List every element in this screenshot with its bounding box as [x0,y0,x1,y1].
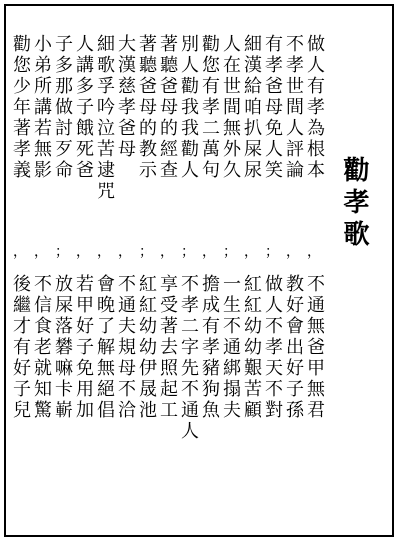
poem-line-top: 有孝爸母免人笑 [262,34,283,181]
poem-line-top: 著聽爸母的教示 [136,34,157,181]
poem-line-separator: ， [160,244,174,260]
poem-line-separator: ， [286,244,300,260]
poem-line-top: 別人勸我我勸人 [178,34,199,181]
poem-line-separator: ； [223,244,237,260]
poem-line-bottom: 會晚了解無絕倡 [94,274,115,421]
poem-line-top: 大漢慈孝爸母 [115,34,136,160]
poem-line-top: 子多那做討歹命 [52,34,73,181]
poem-line-bottom: 不孝二字先不通人 [178,274,199,442]
poem-line-separator: ， [118,244,132,260]
poem-line-top: 做人有孝為根本 [304,34,325,181]
poem-line-top: 細漢給咱扒屎尿 [241,34,262,181]
poem-line-top: 勸您有孝二萬句 [199,34,220,181]
poem-line-bottom: 擔成有孝豬狗魚 [199,274,220,421]
poem-line-separator: ， [202,244,216,260]
poem-line-separator: ， [13,244,27,260]
poem-title: 勸孝歌 [339,156,369,252]
poem-line-bottom: 不信食老就知驚 [31,274,52,421]
poem-line-separator: ； [181,244,195,260]
poem-line-bottom: 教好會出好子孫 [283,274,304,421]
poem-line-top: 細歌孚吟泣苦逮咒 [94,34,115,202]
poem-line-separator: ； [139,244,153,260]
poem-line-top: 人在世間無外久 [220,34,241,181]
poem-line-separator: ， [76,244,90,260]
poem-line-bottom: 做人不孝天不對 [262,274,283,421]
poem-line-bottom: 一生不通綁搨夫 [220,274,241,421]
poem-line-separator: ； [265,244,279,260]
poem-line-bottom: 不通夫規母不洽 [115,274,136,421]
poem-line-separator: ， [244,244,258,260]
poem-line-separator: ， [307,244,321,260]
poem-line-bottom: 不通無爸甲無君 [304,274,325,421]
poem-line-top: 不孝世間人評論 [283,34,304,181]
poem-line-separator: ； [55,244,69,260]
poem-line-separator: ， [34,244,48,260]
poem-line-bottom: 紅紅幼幼艱苦顧 [241,274,262,421]
poem-line-bottom: 紅紅幼幼伊晟池 [136,274,157,421]
poem-line-top: 勸您少年著孝義 [10,34,31,181]
poem-line-separator: ， [97,244,111,260]
page-frame [4,4,394,537]
poem-line-top: 著聽爸母的經查 [157,34,178,181]
poem-line-bottom: 後繼才有好子兒 [10,274,31,421]
poem-line-top: 人講多子餓死爸 [73,34,94,181]
poem-line-top: 小弟所講若無影 [31,34,52,181]
poem-line-bottom: 若甲好子免用加 [73,274,94,421]
poem-line-bottom: 放屎落礬嘛卡嶄 [52,274,73,421]
poem-line-bottom: 享受著去照起工 [157,274,178,421]
